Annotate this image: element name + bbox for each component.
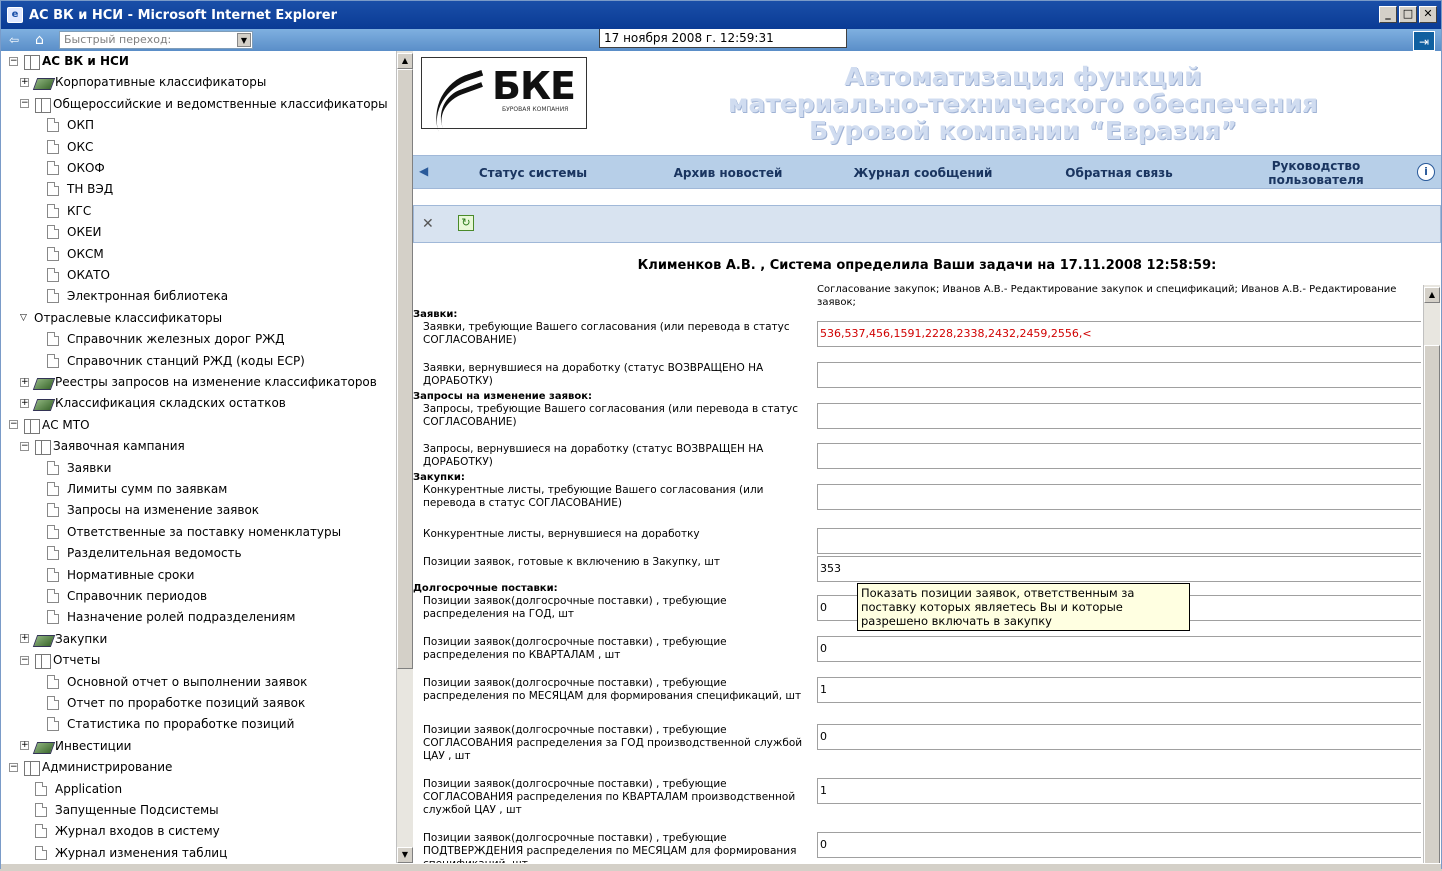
- close-button[interactable]: ✕: [1419, 6, 1437, 23]
- exit-icon[interactable]: ⇥: [1413, 31, 1435, 51]
- tree-item[interactable]: [47, 543, 242, 563]
- expand-icon[interactable]: +: [21, 740, 29, 751]
- tree-item-label: Справочник периодов: [67, 589, 208, 603]
- task-value[interactable]: 1: [817, 677, 1421, 703]
- refresh-icon[interactable]: ↻: [458, 215, 474, 231]
- document-icon: [35, 846, 47, 860]
- tasks-panel: [413, 283, 1423, 863]
- task-value[interactable]: [817, 403, 1421, 429]
- book-icon: [33, 631, 53, 647]
- tree-item[interactable]: [47, 115, 94, 135]
- scroll-up-icon[interactable]: ▲: [1424, 287, 1440, 303]
- task-label: Запросы, вернувшиеся на доработку (статус ВОЗВРАЩЕН НА ДОРАБОТКУ): [423, 443, 764, 468]
- minimize-button[interactable]: _: [1379, 6, 1397, 23]
- tree-item-label: ОКАТО: [67, 268, 110, 282]
- collapse-icon[interactable]: −: [21, 98, 29, 109]
- tree-item[interactable]: [47, 265, 110, 285]
- tree-item-label: ОКСМ: [67, 246, 104, 261]
- tree-item[interactable]: [47, 244, 104, 264]
- task-label: Заявки, требующие Вашего согласования (или перевода в статус СОГЛАСОВАНИЕ): [423, 321, 790, 346]
- tree-item-label: Основной отчет о выполнении заявок: [67, 674, 308, 689]
- tree-item[interactable]: [20, 436, 185, 456]
- tree-item[interactable]: [20, 393, 286, 413]
- tree-item-label: Администрирование: [42, 760, 173, 775]
- tree-item[interactable]: [20, 308, 222, 328]
- tree-item-label: Назначение ролей подразделениям: [67, 610, 296, 625]
- tree-item-label: Ответственные за поставку номенклатуры: [67, 524, 342, 539]
- open-book-icon: [22, 759, 40, 775]
- task-label: Заявки, вернувшиеся на доработку (статус ВОЗВРАЩЕНО НА ДОРАБОТКУ): [423, 362, 764, 387]
- tree-item-label: Отчеты: [53, 653, 101, 668]
- document-icon: [47, 182, 59, 196]
- task-label: Позиции заявок(долгосрочные поставки) , требующие распределения по КВАРТАЛАМ , шт: [423, 636, 727, 661]
- scroll-thumb[interactable]: [1424, 345, 1440, 865]
- maximize-button[interactable]: □: [1399, 6, 1417, 23]
- tree-item-label: Общероссийские и ведомственные классификаторы: [53, 96, 388, 111]
- tree-item[interactable]: [20, 72, 266, 92]
- document-icon: [47, 118, 59, 132]
- task-value[interactable]: 1: [817, 778, 1421, 804]
- document-icon: [47, 332, 59, 346]
- document-icon: [47, 268, 59, 282]
- tree-item-label: Инвестиции: [55, 738, 132, 753]
- tree-item[interactable]: [47, 586, 207, 606]
- banner-line-3: Буровой компании “Евразия”: [809, 116, 1237, 145]
- open-book-icon: [33, 96, 51, 112]
- section-header: Запросы на изменение заявок:: [413, 391, 592, 402]
- tree-item-label: Корпоративные классификаторы: [55, 75, 267, 90]
- task-label: Конкурентные листы, требующие Вашего согласования (или перевода в статус СОГЛАСОВАНИЕ): [423, 484, 764, 509]
- datetime-display: 17 ноября 2008 г. 12:59:31: [599, 29, 847, 48]
- title-bar: [1, 1, 1441, 29]
- collapse-icon[interactable]: −: [10, 55, 18, 66]
- document-icon: [47, 461, 59, 475]
- task-label: Конкурентные листы, вернувшиеся на доработку: [423, 528, 700, 540]
- tree-item[interactable]: [47, 158, 105, 178]
- task-value[interactable]: 0: [817, 724, 1421, 750]
- tree-item-label: Классификация складских остатков: [55, 396, 286, 411]
- tree-item-label: Справочник железных дорог РЖД: [67, 332, 285, 347]
- tree-item[interactable]: [20, 629, 107, 649]
- tree-item-label: Статистика по проработке позиций: [67, 717, 295, 732]
- tooltip: Показать позиции заявок, ответственным за поставку которых являетесь Вы и которые разрешено включать в закупку: [857, 583, 1190, 631]
- truncated-text: Согласование закупок; Иванов А.В.- Редактирование закупок и спецификаций; Иванов А.В.- Редактирование заявок;: [817, 284, 1397, 308]
- banner-line-2: материально-технического обеспечения: [728, 89, 1318, 118]
- collapse-icon[interactable]: −: [10, 419, 18, 430]
- section-header: Заявки:: [413, 309, 458, 320]
- tree-item[interactable]: [20, 94, 388, 114]
- tree-item-label: Справочник станций РЖД (коды ЕСР): [67, 353, 305, 368]
- info-icon[interactable]: i: [1417, 163, 1435, 181]
- tree-item-label: ОКС: [67, 139, 94, 154]
- main-content: [413, 51, 1441, 863]
- banner-line-1: Автоматизация функций: [844, 62, 1202, 91]
- task-label: Позиции заявок(долгосрочные поставки) , требующие распределения по МЕСЯЦАМ для формирования спецификаций, шт: [423, 677, 802, 702]
- document-icon: [35, 803, 47, 817]
- document-icon: [47, 289, 59, 303]
- nav-system-status[interactable]: Статус системы: [478, 166, 588, 180]
- tree-item-label: ТН ВЭД: [67, 182, 114, 197]
- company-logo: [421, 57, 587, 129]
- navigation-tree: [1, 51, 395, 863]
- tree-item-label: Электронная библиотека: [67, 289, 229, 304]
- task-value[interactable]: 0: [817, 636, 1421, 662]
- tree-item-label: Лимиты сумм по заявкам: [67, 482, 228, 496]
- tree-item[interactable]: [47, 607, 295, 627]
- expand-icon[interactable]: +: [21, 397, 29, 408]
- expand-icon[interactable]: +: [21, 633, 29, 644]
- tree-item[interactable]: [9, 51, 129, 71]
- tree-item[interactable]: [47, 522, 341, 542]
- task-value[interactable]: 536,537,456,1591,2228,2338,2432,2459,2556,<: [817, 321, 1421, 347]
- nav-news-archive[interactable]: Архив новостей: [673, 166, 783, 180]
- tree-item-label: ОКОФ: [67, 161, 105, 175]
- tree-item-label: АС МТО: [42, 417, 90, 432]
- tree-item[interactable]: [47, 565, 194, 585]
- document-icon: [47, 503, 59, 517]
- document-icon: [35, 824, 47, 838]
- tree-item-label: ОКЕИ: [67, 225, 102, 240]
- document-icon: [47, 247, 59, 261]
- task-value[interactable]: [817, 362, 1421, 388]
- book-icon: [33, 738, 53, 754]
- task-label: Запросы, требующие Вашего согласования (или перевода в статус СОГЛАСОВАНИЕ): [423, 403, 798, 428]
- task-value[interactable]: [817, 443, 1421, 469]
- tree-item[interactable]: [47, 137, 93, 157]
- expand-icon[interactable]: +: [21, 76, 29, 87]
- tree-item-label: Application: [55, 781, 123, 796]
- tree-item-label: Журнал входов в систему: [55, 824, 220, 839]
- tree-item[interactable]: [47, 329, 285, 349]
- document-icon: [47, 696, 59, 710]
- back-icon[interactable]: ⇦: [9, 33, 20, 47]
- logo-subtitle: БУРОВАЯ КОМПАНИЯ: [502, 106, 569, 113]
- document-icon: [47, 525, 59, 539]
- action-bar: [413, 205, 1441, 243]
- tree-item[interactable]: [47, 179, 113, 199]
- document-icon: [47, 204, 59, 218]
- tree-item[interactable]: [35, 843, 227, 863]
- quick-nav-select[interactable]: [59, 31, 253, 49]
- tree-item-label: Запросы на изменение заявок: [67, 503, 260, 518]
- tree-item-label: ОКП: [67, 118, 94, 133]
- triangle-down-icon[interactable]: ▽: [20, 312, 27, 323]
- document-icon: [47, 717, 59, 731]
- document-icon: [35, 782, 47, 796]
- task-label: Позиции заявок(долгосрочные поставки) , требующие распределения на ГОД, шт: [423, 595, 727, 620]
- task-value[interactable]: 353: [817, 556, 1421, 582]
- nav-left-arrow-icon[interactable]: ◀: [419, 164, 429, 178]
- tree-item-label: Журнал изменения таблиц: [55, 845, 228, 860]
- tree-item-label: Нормативные сроки: [67, 567, 195, 582]
- document-icon: [47, 546, 59, 560]
- book-icon: [33, 374, 53, 390]
- tree-item-label: Разделительная ведомость: [67, 546, 242, 561]
- tree-item[interactable]: [20, 372, 377, 392]
- section-header: Долгосрочные поставки:: [413, 583, 558, 594]
- tree-item[interactable]: [35, 800, 219, 820]
- document-icon: [47, 161, 59, 175]
- scroll-down-icon[interactable]: ▼: [397, 847, 413, 863]
- tree-item-label: Реестры запросов на изменение классификаторов: [55, 375, 377, 389]
- tree-item[interactable]: [47, 693, 305, 713]
- status-bar: [1, 863, 1441, 870]
- tree-item[interactable]: [9, 757, 172, 777]
- ie-icon: e: [7, 7, 23, 23]
- scroll-thumb[interactable]: [397, 69, 413, 669]
- task-label: Позиции заявок(долгосрочные поставки) , требующие СОГЛАСОВАНИЯ распределения по КВАРТАЛАМ производственной службой ЦАУ , шт: [423, 778, 796, 816]
- tree-item-label: Заявки: [67, 460, 112, 475]
- tree-item-label: Заявочная кампания: [53, 439, 185, 454]
- tasks-scrollbar[interactable]: [1423, 285, 1440, 863]
- tree-item-label: КГС: [67, 203, 92, 218]
- quick-nav-placeholder: Быстрый переход:: [64, 33, 172, 46]
- open-book-icon: [22, 417, 40, 433]
- document-icon: [47, 610, 59, 624]
- document-icon: [47, 140, 59, 154]
- tree-item[interactable]: [47, 479, 227, 499]
- document-icon: [47, 589, 59, 603]
- open-book-icon: [22, 53, 40, 69]
- document-icon: [47, 568, 59, 582]
- book-icon: [33, 74, 53, 90]
- nav-feedback[interactable]: Обратная связь: [1065, 166, 1173, 180]
- tree-item-label: Отчет по проработке позиций заявок: [67, 696, 306, 710]
- open-book-icon: [33, 438, 51, 454]
- tree-item[interactable]: [47, 714, 294, 734]
- tree-item[interactable]: [9, 415, 90, 435]
- tree-item[interactable]: [47, 672, 307, 692]
- book-icon: [33, 395, 53, 411]
- document-icon: [47, 354, 59, 368]
- task-value[interactable]: [817, 484, 1421, 510]
- tree-item[interactable]: [35, 821, 220, 841]
- close-icon[interactable]: ✕: [422, 216, 434, 232]
- section-header: Закупки:: [413, 472, 465, 483]
- tree-item[interactable]: [35, 779, 122, 799]
- home-icon[interactable]: ⌂: [35, 32, 44, 48]
- document-icon: [47, 482, 59, 496]
- tree-item-label: Отраслевые классификаторы: [34, 310, 223, 325]
- banner-title: [713, 63, 1333, 144]
- task-label: Позиции заявок(долгосрочные поставки) , требующие ПОДТВЕРЖДЕНИЯ распределения по МЕСЯЦАМ для формирования: [423, 832, 797, 857]
- tree-item[interactable]: [47, 222, 102, 242]
- tree-item[interactable]: [20, 736, 131, 756]
- nav-message-log[interactable]: Журнал сообщений: [853, 166, 993, 180]
- tree-item[interactable]: [47, 286, 228, 306]
- expand-icon[interactable]: +: [21, 376, 29, 387]
- tree-item[interactable]: [47, 458, 111, 478]
- collapse-icon[interactable]: −: [21, 654, 29, 665]
- logo-text: БКЕ: [492, 64, 575, 108]
- tree-item-label: Закупки: [55, 631, 108, 646]
- tree-item[interactable]: [47, 201, 91, 221]
- collapse-icon[interactable]: −: [21, 440, 29, 451]
- task-label: Позиции заявок, готовые к включению в Закупку, шт: [423, 556, 720, 568]
- tree-item[interactable]: [47, 351, 305, 371]
- tasks-heading: Клименков А.В. , Система определила Ваши задачи на 17.11.2008 12:58:59:: [637, 258, 1217, 273]
- task-value[interactable]: [817, 528, 1421, 554]
- document-icon: [47, 225, 59, 239]
- document-icon: [47, 675, 59, 689]
- task-value[interactable]: 0: [817, 832, 1421, 858]
- open-book-icon: [33, 652, 51, 668]
- top-nav: [413, 155, 1441, 189]
- task-value[interactable]: 0: [817, 595, 1421, 621]
- window-title: АС ВК и НСИ - Microsoft Internet Explorer: [29, 7, 338, 23]
- tree-item[interactable]: [20, 650, 100, 670]
- tree-scrollbar[interactable]: [396, 51, 413, 863]
- task-label: Позиции заявок(долгосрочные поставки) , требующие СОГЛАСОВАНИЯ распределения за ГОД производственной службой ЦАУ , шт: [423, 724, 803, 762]
- scroll-up-icon[interactable]: ▲: [397, 53, 413, 69]
- tree-item-label: Запущенные Подсистемы: [55, 803, 219, 817]
- nav-user-guide[interactable]: Руководство пользователя: [1268, 159, 1364, 187]
- collapse-icon[interactable]: −: [10, 761, 18, 772]
- tree-item-label: АС ВК и НСИ: [42, 54, 129, 68]
- tree-item[interactable]: [47, 500, 259, 520]
- chevron-down-icon[interactable]: ▼: [237, 33, 251, 47]
